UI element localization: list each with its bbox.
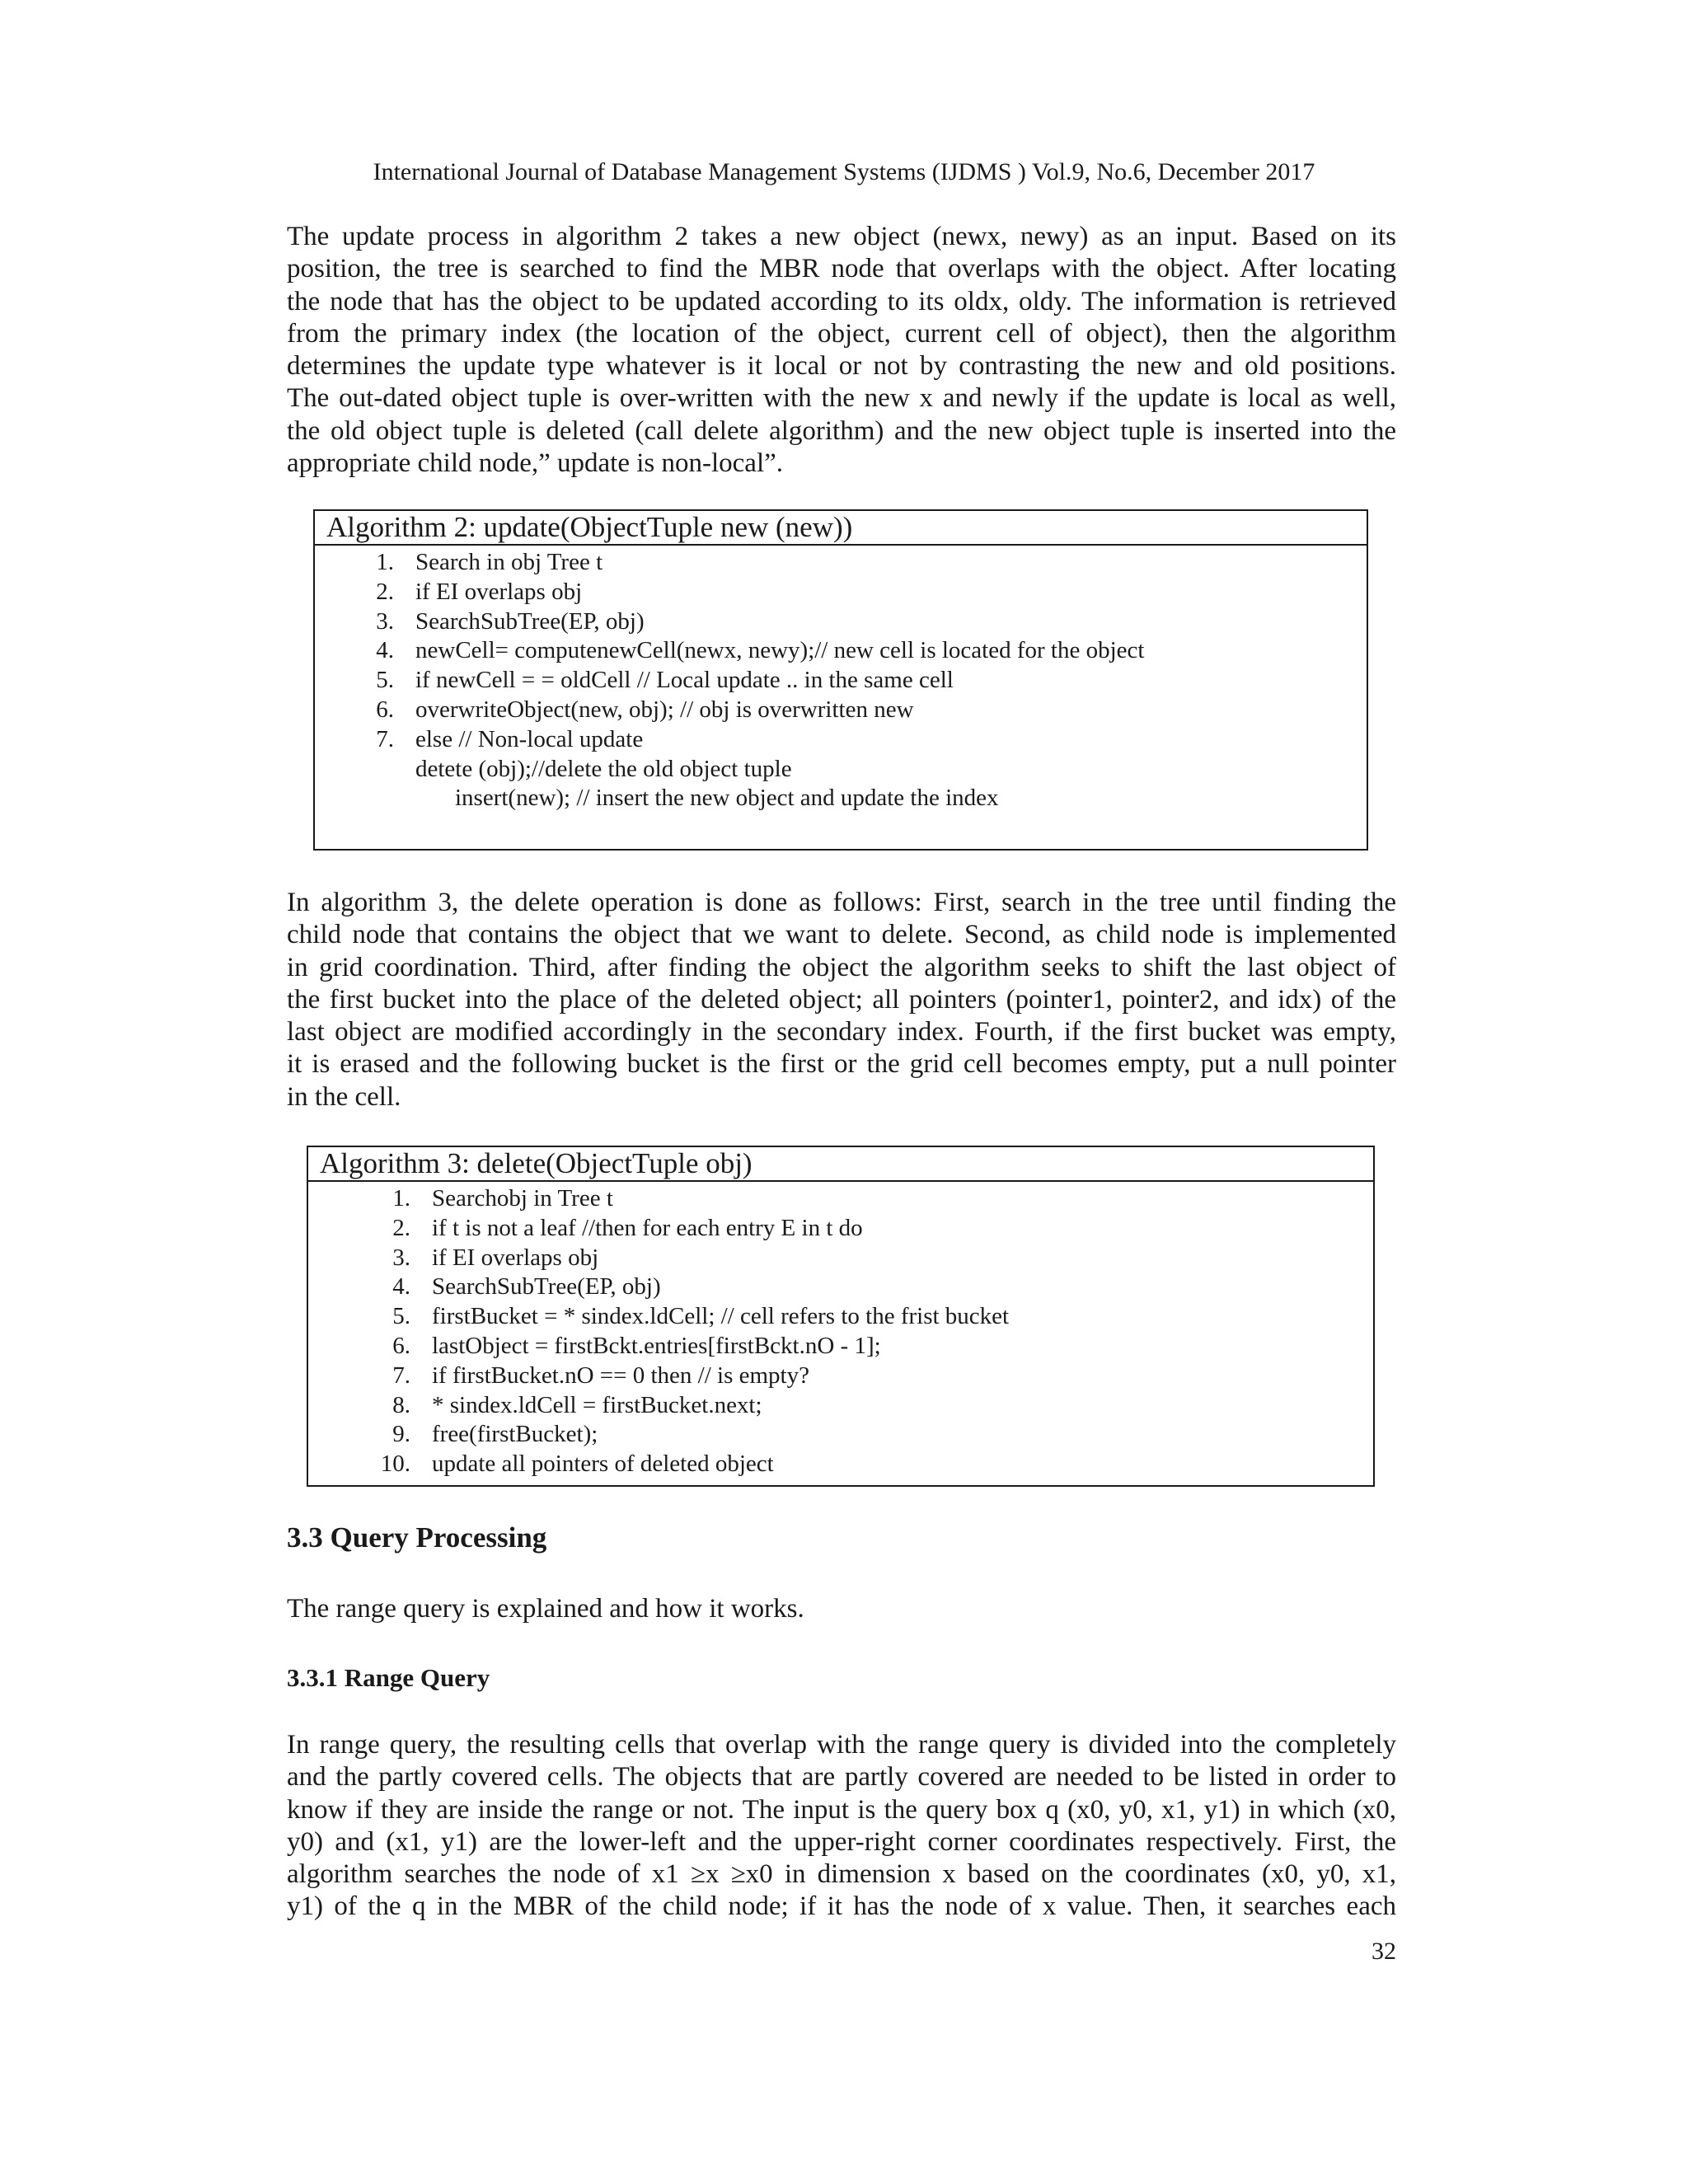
text-line: child node that contains the object that we want to delete. Second, as child node is implemented	[287, 920, 1396, 950]
line-number: 1.	[392, 1185, 410, 1212]
line-text: * sindex.ldCell = firstBucket.next;	[432, 1391, 762, 1418]
line-text: SearchSubTree(EP, obj)	[432, 1273, 661, 1301]
algorithm-line	[336, 547, 603, 577]
line-number: 6.	[392, 1333, 410, 1359]
line-number: 8.	[392, 1391, 410, 1418]
text-line: algorithm searches the node of x1 ≥x ≥x0 in dimension x based on the coordinates (x0, y0, x1,	[287, 1859, 1396, 1890]
text-line: from the primary index (the location of the object, current cell of object), then the algorithm	[287, 318, 1396, 349]
paragraph-delete-operation	[287, 887, 1396, 1113]
line-text: else // Non-local update	[415, 725, 644, 752]
text-line: the old object tuple is deleted (call delete algorithm) and the new object tuple is inserted into the	[287, 415, 1396, 446]
line-text: if EI overlaps obj	[415, 578, 583, 605]
line-number: 7.	[376, 725, 394, 752]
algorithm-line	[336, 724, 643, 754]
line-number: 9.	[392, 1421, 410, 1448]
page-number: 32	[1372, 1938, 1396, 1965]
line-number: 5.	[392, 1303, 410, 1330]
line-text: newCell= computenewCell(newx, newy);// new cell is located for the object	[415, 637, 1145, 664]
algorithm-line	[353, 1213, 863, 1243]
text-line: The out-dated object tuple is over-written with the new x and newly if the update is local as well,	[287, 383, 1396, 414]
text-line: the first bucket into the place of the deleted object; all pointers (pointer1, pointer2, and idx) of the	[287, 984, 1396, 1015]
algorithm-line	[353, 1183, 613, 1213]
algorithm-line	[353, 1361, 809, 1390]
text-line: determines the update type whatever is it local or not by contrasting the new and old positions.	[287, 351, 1396, 382]
text-line: appropriate child node,” update is non-local”.	[287, 448, 784, 479]
journal-header: International Journal of Database Management Systems (IJDMS ) Vol.9, No.6, December 2017	[373, 158, 1315, 185]
line-number: 2.	[376, 578, 394, 605]
algorithm-2-title: Algorithm 2: update(ObjectTuple new (new))	[315, 511, 1367, 546]
line-text: if firstBucket.nO == 0 then // is empty?	[432, 1361, 809, 1389]
line-number: 6.	[376, 696, 394, 723]
text-line: know if they are inside the range or not. The input is the query box q (x0, y0, x1, y1) in which (x0,	[287, 1794, 1396, 1825]
algorithm-3-title: Algorithm 3: delete(ObjectTuple obj)	[308, 1147, 1373, 1182]
section-intro: The range query is explained and how it works.	[287, 1594, 804, 1624]
algorithm-line	[353, 1419, 598, 1449]
line-text: detete (obj);//delete the old object tuple	[415, 755, 792, 782]
line-number: 7.	[392, 1361, 410, 1389]
algorithm-line	[336, 754, 792, 784]
line-text: SearchSubTree(EP, obj)	[415, 607, 645, 635]
algorithm-line	[353, 1331, 881, 1361]
text-line: The update process in algorithm 2 takes a new object (newx, newy) as an input. Based on its	[287, 222, 1396, 251]
line-number: 3.	[392, 1244, 410, 1271]
text-line: position, the tree is searched to find the MBR node that overlaps with the object. After locating	[287, 254, 1396, 284]
text-line: and the partly covered cells. The objects that are partly covered are needed to be listed in order to	[287, 1762, 1396, 1793]
line-text: Searchobj in Tree t	[432, 1185, 613, 1212]
algorithm-line	[336, 695, 914, 724]
algorithm-line	[353, 1301, 1009, 1331]
line-text: if EI overlaps obj	[432, 1244, 599, 1271]
algorithm-line	[353, 1449, 774, 1479]
algorithm-line	[336, 607, 645, 636]
text-line: the node that has the object to be updated according to its oldx, oldy. The information is retrieved	[287, 286, 1396, 316]
line-number: 4.	[376, 637, 394, 664]
algorithm-line	[353, 1243, 598, 1272]
line-text: firstBucket = * sindex.ldCell; // cell refers to the frist bucket	[432, 1303, 1010, 1330]
algorithm-line	[336, 577, 582, 607]
line-text: if newCell = = oldCell // Local update .. in the same cell	[415, 667, 954, 694]
paragraph-update-process	[287, 221, 1396, 480]
section-heading: 3.3 Query Processing	[287, 1521, 547, 1554]
line-text: overwriteObject(new, obj); // obj is overwritten new	[415, 696, 914, 723]
text-line: In algorithm 3, the delete operation is done as follows: First, search in the tree until finding the	[287, 888, 1396, 917]
algorithm-line	[353, 1390, 762, 1420]
line-text: Search in obj Tree t	[415, 549, 603, 575]
subsection-heading: 3.3.1 Range Query	[287, 1663, 490, 1692]
text-line: y1) of the q in the MBR of the child node; if it has the node of x value. Then, it searches each	[287, 1891, 1396, 1922]
line-number: 3.	[376, 607, 394, 635]
line-number: 5.	[376, 667, 394, 694]
text-line: in grid coordination. Third, after finding the object the algorithm seeks to shift the last object of	[287, 952, 1396, 982]
line-text: insert(new); // insert the new object and update the index	[455, 785, 999, 812]
line-number: 2.	[392, 1214, 410, 1241]
text-line: y0) and (x1, y1) are the lower-left and the upper-right corner coordinates respectively. First, the	[287, 1826, 1396, 1857]
text-line: In range query, the resulting cells that overlap with the range query is divided into the completely	[287, 1730, 1396, 1760]
line-number: 1.	[376, 549, 394, 575]
text-line: in the cell.	[287, 1081, 401, 1112]
line-text: lastObject = firstBckt.entries[firstBckt.nO - 1];	[432, 1333, 881, 1359]
text-line: last object are modified accordingly in the secondary index. Fourth, if the first bucket was empty,	[287, 1017, 1396, 1047]
line-text: update all pointers of deleted object	[432, 1451, 774, 1478]
text-line: it is erased and the following bucket is the first or the grid cell becomes empty, put a null pointer	[287, 1049, 1396, 1080]
line-number: 10.	[380, 1451, 410, 1478]
algorithm-line	[353, 1272, 661, 1301]
line-text: if t is not a leaf //then for each entry E in t do	[432, 1214, 863, 1241]
line-text: free(firstBucket);	[432, 1421, 598, 1448]
algorithm-line	[336, 665, 954, 695]
line-number: 4.	[392, 1273, 410, 1301]
paragraph-range-query	[287, 1729, 1396, 1924]
algorithm-line	[336, 635, 1144, 665]
algorithm-line	[376, 783, 999, 813]
